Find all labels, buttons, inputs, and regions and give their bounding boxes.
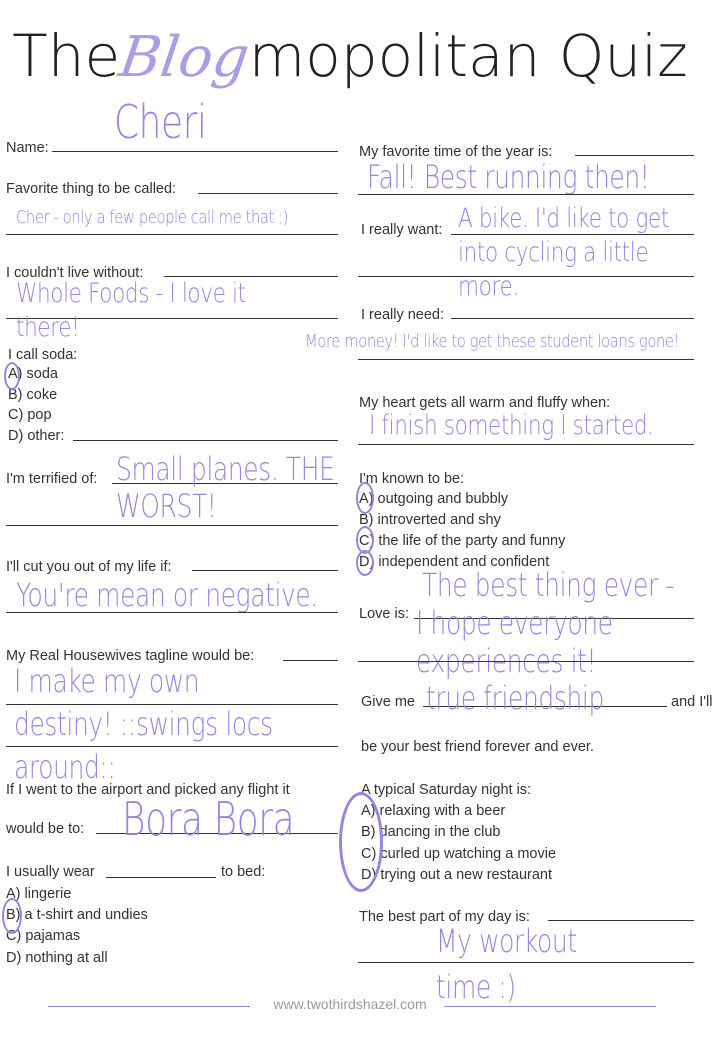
need-line-2 bbox=[358, 359, 694, 360]
airport-label-1: If I went to the airport and picked any flight it bbox=[6, 782, 290, 798]
wear-line bbox=[106, 877, 216, 878]
housewives-line bbox=[283, 660, 338, 661]
soda-option-d: D) other: bbox=[8, 428, 65, 444]
love-answer-2: I hope everyone bbox=[416, 604, 613, 642]
give-answer: true friendship bbox=[426, 679, 604, 717]
airport-answer: Bora Bora bbox=[122, 792, 295, 846]
love-answer-1: The best thing ever - bbox=[422, 566, 675, 604]
wear-selection-circle bbox=[2, 898, 22, 934]
want-answer-3: more. bbox=[458, 271, 519, 302]
saturday-option-d: D) trying out a new restaurant bbox=[361, 867, 553, 883]
love-answer-3: experiences it! bbox=[416, 642, 597, 680]
give-label-post: and I'll bbox=[671, 694, 712, 710]
known-option-d: D) independent and confident bbox=[359, 554, 550, 570]
called-label: Favorite thing to be called: bbox=[6, 181, 177, 197]
name-label: Name: bbox=[6, 140, 49, 156]
need-answer: More money! I'd like to get these student loans gone! bbox=[305, 331, 680, 352]
saturday-option-b: B) dancing in the club bbox=[361, 824, 501, 840]
saturday-option-c: C) curled up watching a movie bbox=[361, 846, 557, 862]
saturday-label: A typical Saturday night is: bbox=[361, 782, 532, 798]
wear-option-d: D) nothing at all bbox=[6, 950, 108, 966]
time-label: My favorite time of the year is: bbox=[359, 144, 553, 160]
want-line-2 bbox=[358, 276, 694, 277]
page-title: TheBlogmopolitan Quiz bbox=[12, 22, 688, 90]
soda-selection-circle bbox=[4, 362, 20, 390]
give-label-pre: Give me bbox=[361, 694, 415, 710]
want-line bbox=[451, 234, 694, 235]
airport-label-2: would be to: bbox=[6, 821, 85, 837]
bestpart-answer-2: time :) bbox=[436, 968, 516, 1006]
heart-line bbox=[358, 444, 694, 445]
give-label-2: be your best friend forever and ever. bbox=[361, 739, 594, 755]
heart-label: My heart gets all warm and fluffy when: bbox=[359, 395, 611, 411]
footer-url: www.twothirdshazel.com bbox=[273, 996, 427, 1012]
live-without-line bbox=[164, 276, 338, 277]
known-label: I'm known to be: bbox=[359, 471, 465, 487]
soda-option-c: C) pop bbox=[8, 407, 52, 423]
known-circle-a bbox=[356, 482, 374, 514]
love-line-2 bbox=[358, 661, 694, 662]
bestpart-line bbox=[548, 920, 694, 921]
housewives-answer-1: I make my own bbox=[14, 662, 200, 700]
terrified-answer-2: WORST! bbox=[116, 487, 217, 525]
saturday-selection-circle bbox=[339, 792, 383, 892]
want-answer-1: A bike. I'd like to get bbox=[458, 203, 669, 234]
cut-line bbox=[192, 570, 338, 571]
cut-answer: You're mean or negative. bbox=[16, 576, 318, 614]
wear-option-c: C) pajamas bbox=[6, 928, 81, 944]
time-answer: Fall! Best running then! bbox=[367, 158, 650, 196]
soda-label: I call soda: bbox=[8, 347, 78, 363]
soda-other-line bbox=[73, 440, 338, 441]
name-line bbox=[52, 151, 338, 152]
wear-option-a: A) lingerie bbox=[6, 886, 72, 902]
time-line bbox=[575, 155, 694, 156]
cut-line-2 bbox=[6, 612, 338, 613]
want-label: I really want: bbox=[361, 222, 443, 238]
housewives-label: My Real Housewives tagline would be: bbox=[6, 648, 255, 664]
title-blog-word: Blog bbox=[115, 25, 254, 90]
known-option-b: B) introverted and shy bbox=[359, 512, 501, 528]
saturday-option-a: A) relaxing with a beer bbox=[361, 803, 506, 819]
live-without-label: I couldn't live without: bbox=[6, 265, 144, 281]
called-line bbox=[198, 193, 338, 194]
live-without-answer-1: Whole Foods - I love it bbox=[16, 278, 246, 309]
known-option-a: A) outgoing and bubbly bbox=[359, 491, 509, 507]
soda-option-b: B) coke bbox=[8, 387, 58, 403]
called-answer: Cher - only a few people call me that :) bbox=[16, 207, 289, 228]
wear-option-b: B) a t-shirt and undies bbox=[6, 907, 148, 923]
wear-label-post: to bed: bbox=[221, 864, 266, 880]
cut-label: I'll cut you out of my life if: bbox=[6, 559, 172, 575]
need-line bbox=[451, 318, 694, 319]
housewives-line-3 bbox=[6, 746, 338, 747]
name-answer: Cheri bbox=[114, 95, 207, 149]
terrified-line-2 bbox=[6, 525, 338, 526]
want-answer-2: into cycling a little bbox=[458, 237, 649, 268]
known-option-c: C) the life of the party and funny bbox=[359, 533, 566, 549]
terrified-answer-1: Small planes. THE bbox=[116, 450, 335, 488]
known-circle-d bbox=[356, 550, 374, 576]
time-line-2 bbox=[358, 194, 694, 195]
live-without-answer-2: there! bbox=[16, 312, 80, 343]
need-label: I really need: bbox=[361, 307, 445, 323]
called-line-2 bbox=[6, 234, 338, 235]
housewives-answer-3: around:: bbox=[14, 748, 116, 786]
love-label: Love is: bbox=[359, 606, 409, 622]
bestpart-answer-1: My workout bbox=[436, 922, 577, 960]
footer-line-right bbox=[444, 1006, 656, 1007]
bestpart-label: The best part of my day is: bbox=[359, 909, 530, 925]
wear-label-pre: I usually wear bbox=[6, 864, 95, 880]
housewives-answer-2: destiny! ::swings locs bbox=[14, 705, 273, 743]
bestpart-line-2 bbox=[358, 962, 694, 963]
soda-option-a: A) soda bbox=[8, 366, 58, 382]
heart-answer: I finish something I started. bbox=[369, 410, 654, 441]
terrified-label: I'm terrified of: bbox=[6, 471, 98, 487]
